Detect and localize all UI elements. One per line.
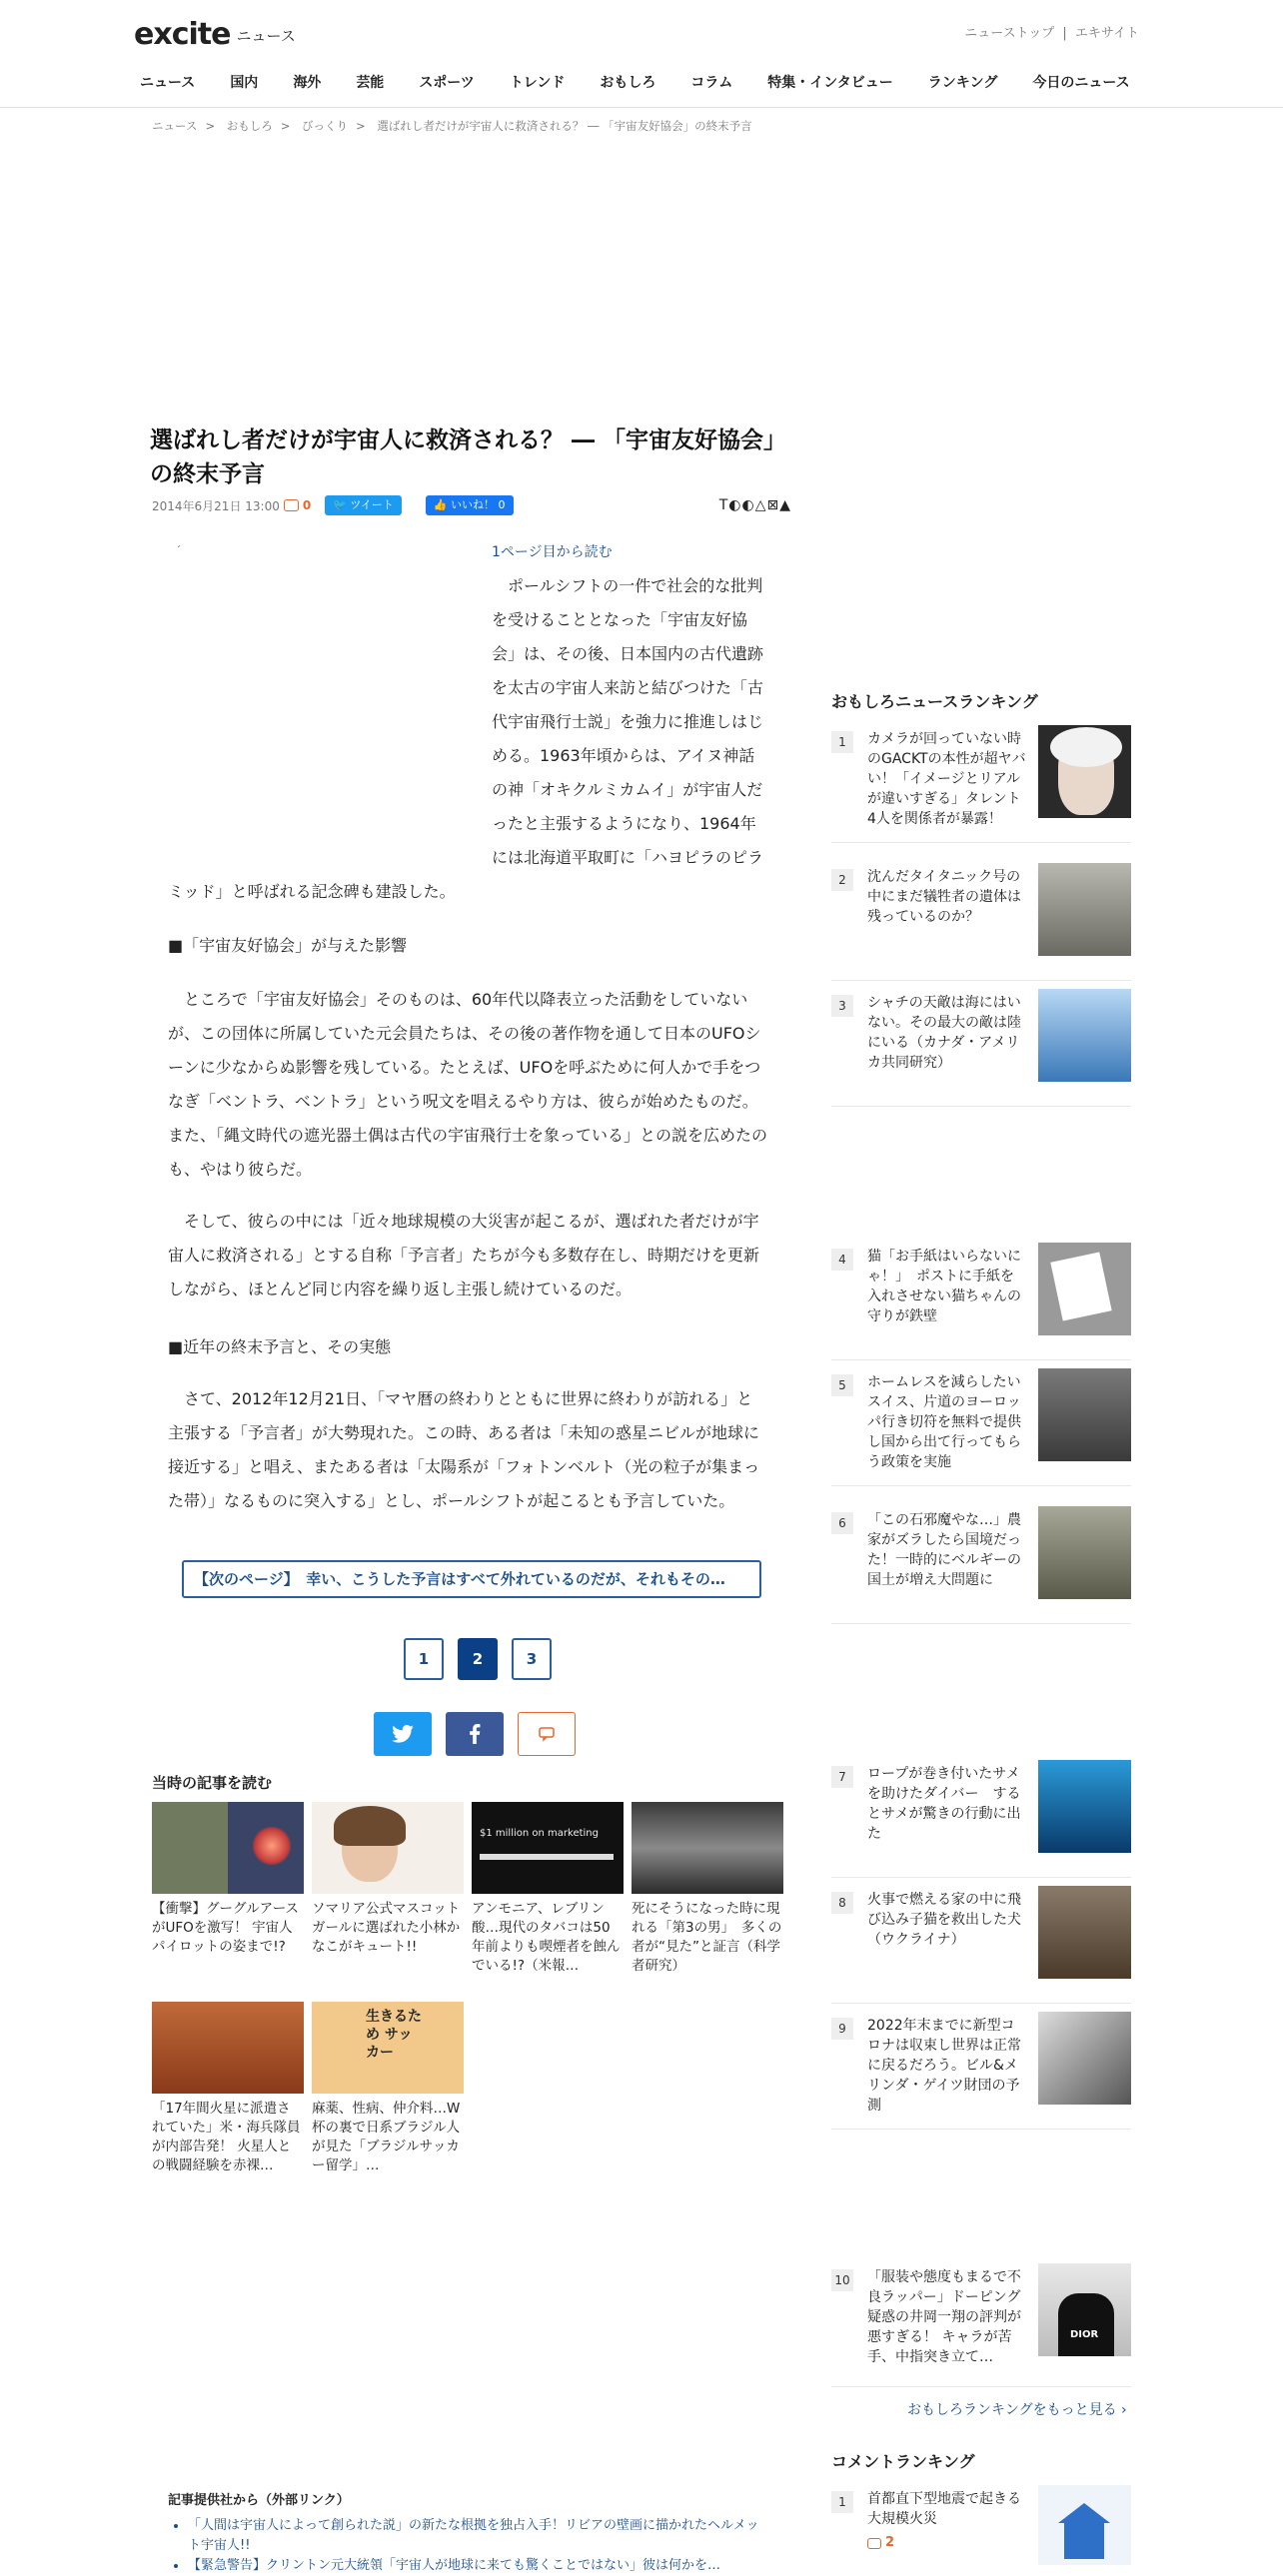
share-buttons — [374, 1712, 590, 1756]
thumb-caption: $1 million on marketing — [480, 1828, 599, 1839]
rank-text: 2022年末までに新型コロナは収束し世界は正常に戻るだろう。ビル&メリンダ・ゲイツ財団の予測 — [867, 2018, 1021, 2114]
related-text: 死にそうになった時に現れる「第3の男」 多くの者が“見た”と証言（科学者研究） — [632, 1901, 782, 1974]
rank-number: 8 — [831, 1892, 853, 1914]
rank-number: 1 — [831, 2491, 853, 2513]
ranking-item[interactable] — [831, 2012, 1131, 2130]
rank-number: 7 — [831, 1766, 853, 1788]
logo-subtitle: ニュース — [236, 27, 296, 45]
ranking-item[interactable] — [831, 863, 1131, 981]
nav-trend[interactable]: トレンド — [509, 75, 566, 91]
ranking-item[interactable] — [831, 1368, 1131, 1486]
rank-number: 2 — [831, 869, 853, 891]
nav-entertainment[interactable]: 芸能 — [356, 75, 385, 91]
rank-thumb — [1038, 2485, 1131, 2565]
breadcrumb-surprise[interactable]: びっくり — [302, 119, 349, 133]
section-heading-1: ■「宇宙友好協会」が与えた影響 — [168, 936, 408, 955]
facebook-icon — [469, 1724, 481, 1744]
related-item[interactable] — [152, 2002, 304, 2193]
breadcrumb-news[interactable]: ニュース — [152, 119, 198, 133]
rank-thumb — [1038, 1886, 1131, 1979]
rank-thumb — [1038, 2012, 1131, 2105]
paragraph-1-body: ポールシフトの一件で社会的な批判を受けることとなった「宇宙友好協会」は、その後、日本国内の古代遺跡を太古の宇宙人来訪と結びつけた「古代宇宙飛行士説」を強力に推進しはじめる。1963年頃からは、アイヌ神話の神「オキクルミカムイ」が宇宙人だったと主張するようになり、1964年には北海道平取町に「ハヨピラのピラミッド」と呼ばれる記念碑も建設した。 — [168, 576, 764, 901]
rank-number: 9 — [831, 2018, 853, 2040]
ranking-item[interactable] — [831, 1886, 1131, 2004]
like-button[interactable]: 👍 いいね！ 0 — [426, 495, 514, 515]
comment-icon — [867, 2538, 881, 2549]
thumb-caption: DIOR — [1070, 2329, 1099, 2340]
nav-sports[interactable]: スポーツ — [419, 75, 475, 91]
rank-thumb — [1038, 863, 1131, 956]
rank-text: 「この石邪魔やな…」農家がズラしたら国境だった！一時的にベルギーの国土が増え大問題に — [867, 1512, 1021, 1588]
pagination — [404, 1638, 566, 1680]
rank-text: 沈んだタイタニック号の中にまだ犠牲者の遺体は残っているのか？ — [867, 869, 1021, 925]
font-size-tools[interactable]: T◐◐△⊠▲ — [718, 497, 791, 513]
logo-mark: excite — [134, 17, 231, 52]
nav-feature[interactable]: 特集・インタビュー — [767, 75, 893, 91]
more-ranking-link[interactable] — [907, 2399, 1127, 2419]
rank-thumb — [1038, 1368, 1131, 1461]
ranking-item[interactable] — [831, 989, 1131, 1107]
nav-domestic[interactable]: 国内 — [230, 75, 259, 91]
tweet-label: ツイート — [350, 498, 394, 511]
rank-text: ロープが巻き付いたサメを助けたダイバー するとサメが驚きの行動に出た — [867, 1766, 1021, 1842]
related-thumb-mars — [152, 2002, 304, 2094]
header-links: ニューストップ | エキサイト — [964, 26, 1139, 41]
related-articles — [152, 1802, 791, 2201]
more-ranking-label: おもしろランキングをもっと見る — [907, 2402, 1117, 2418]
page-2-button[interactable]: 2 — [458, 1638, 498, 1680]
ranking-item[interactable] — [831, 1506, 1131, 1624]
nav-today[interactable]: 今日のニュース — [1032, 75, 1130, 91]
article-title: 選ばれし者だけが宇宙人に救済される？ ― 「宇宙友好協会」の終末予言 — [150, 428, 787, 487]
twitter-icon — [392, 1725, 414, 1743]
like-label: いいね！ 0 — [451, 498, 506, 511]
comment-count: 2 — [885, 2535, 895, 2550]
article-paragraph-1 — [168, 569, 767, 909]
first-page-link[interactable]: 1ページ目から読む — [492, 544, 613, 560]
related-item[interactable] — [472, 1802, 624, 1994]
nav-news[interactable]: ニュース — [140, 75, 196, 91]
article-paragraph-3: そして、彼らの中には「近々地球規模の大災害が起こるが、選ばれた者だけが宇宙人に救済される」とする自称「予言者」たちが今も多数存在し、時期だけを更新しながら、ほとんど同じ内容を繰り返し主張し続けているのだ。 — [168, 1212, 760, 1298]
rank-number: 4 — [831, 1249, 853, 1271]
rank-text: 猫「お手紙はいらないにゃ！」 ポストに手紙を入れさせない猫ちゃんの守りが鉄壁 — [867, 1249, 1021, 1324]
ranking-item[interactable] — [831, 1243, 1131, 1360]
provider-title: 記事提供社から（外部リンク） — [168, 2493, 350, 2508]
rank-number: 1 — [831, 731, 853, 753]
related-text: 麻薬、性病、仲介料…W杯の裏で日系ブラジル人が見た「ブラジルサッカー留学」… — [312, 2101, 461, 2173]
facebook-share-button[interactable] — [446, 1712, 504, 1756]
next-page-link[interactable]: 【次のページ】 幸い、こうした予言はすべて外れているのだが、それもその… — [182, 1560, 761, 1598]
provider-link[interactable]: • 「人間は宇宙人によって創られた説」の新たな根拠を独占入手！リビアの壁画に描かれたヘルメット宇宙人!! — [188, 2516, 767, 2556]
comment-meta — [867, 2533, 1027, 2553]
related-thumb-book — [312, 2002, 464, 2094]
related-thumb-tobacco — [472, 1802, 624, 1894]
rank-thumb — [1038, 725, 1131, 818]
rank-number: 10 — [831, 2269, 853, 2291]
page-3-button[interactable]: 3 — [512, 1638, 552, 1680]
tweet-button[interactable]: 🐦 ツイート — [325, 495, 402, 515]
ranking-item[interactable] — [831, 1760, 1131, 1878]
rank-number: 5 — [831, 1374, 853, 1396]
ranking-item[interactable] — [831, 725, 1131, 843]
related-item[interactable] — [312, 2002, 464, 2193]
article-meta — [152, 495, 791, 515]
breadcrumb-funny[interactable]: おもしろ — [226, 119, 273, 133]
site-header — [0, 0, 1283, 108]
rank-thumb — [1038, 1760, 1131, 1853]
nav-funny[interactable]: おもしろ — [600, 75, 656, 91]
related-text: 【衝撃】グーグルアースがUFOを激写！ 宇宙人パイロットの姿まで!? — [152, 1901, 300, 1955]
related-thumb-portrait — [312, 1802, 464, 1894]
related-thumb-ufo — [152, 1802, 304, 1894]
related-text: アンモニア、レブリン酸…現代のタバコは50年前よりも喫煙者を蝕んでいる!?（米報… — [472, 1901, 621, 1974]
ranking-item[interactable] — [831, 2263, 1131, 2387]
related-title: 当時の記事を読む — [152, 1774, 273, 1792]
rank-text: 火事で燃える家の中に飛び込み子猫を救出した犬（ウクライナ） — [867, 1892, 1021, 1948]
related-item[interactable] — [312, 1802, 464, 1994]
rank-text: ホームレスを減らしたいスイス、片道のヨーロッパ行き切符を無料で提供し国から出て行ってもらう政策を実施 — [867, 1374, 1021, 1470]
comment-share-button[interactable] — [518, 1712, 576, 1756]
article-paragraph-2: ところで「宇宙友好協会」そのものは、60年代以降表立った活動をしていないが、この団体に所属していた元会員たちは、その後の著作物を通して日本のUFOシーンに少なからぬ影響を残している。たとえば、UFOを呼ぶために何人かで手をつなぎ「ベントラ、ベントラ」という呪文を唱えるやり方は、彼らが始めたものだ。また、「縄文時代の遮光器土偶は古代の宇宙飛行士を象っている」との説を広めたのも、やはり彼らだ。 — [168, 990, 768, 1179]
comment-ranking-title: コメントランキング — [831, 2452, 975, 2471]
rank-text: 首都直下型地震で起きる大規模火災 — [867, 2491, 1021, 2527]
article-paragraph-4: さて、2012年12月21日、「マヤ暦の終わりとともに世界に終わりが訪れる」と主張する「予言者」が大勢現れた。この時、ある者は「未知の惑星ニビルが地球に接近する」と唱え、またある者は「太陽系が「フォトンベルト（光の粒子が集まった帯）」なるものに突入する」とし、ポールシフトが起こるとも予言していた。 — [168, 1389, 760, 1510]
rank-number: 3 — [831, 995, 853, 1017]
paragraph-1-text — [168, 569, 767, 909]
page-1-button[interactable]: 1 — [404, 1638, 444, 1680]
news-top-link[interactable]: ニューストップ — [964, 26, 1055, 41]
main-nav — [140, 72, 1165, 92]
section-heading-2: ■近年の終末予言と、その実態 — [168, 1337, 392, 1356]
comment-count[interactable]: 0 — [302, 498, 312, 512]
excite-link[interactable]: エキサイト — [1074, 26, 1139, 41]
rank-thumb — [1038, 989, 1131, 1082]
comment-icon[interactable] — [284, 499, 299, 511]
related-text: 「17年間火星に派遣されていた」米・海兵隊員が内部告発！ 火星人との戦闘経験を赤裸… — [152, 2101, 301, 2173]
rank-text: カメラが回っていない時のGACKTの本性が超ヤバい！「イメージとリアルが違いすぎる」タレント4人を関係者が暴露！ — [867, 731, 1026, 827]
ranking-title: おもしろニュースランキング — [831, 692, 1038, 711]
nav-column[interactable]: コラム — [690, 75, 733, 91]
article-image-placeholder: ´ — [176, 545, 181, 556]
provider-links — [168, 2489, 767, 2576]
rank-thumb — [1038, 1506, 1131, 1599]
related-text: ソマリア公式マスコットガールに選ばれた小林かなこがキュート!! — [312, 1901, 461, 1955]
related-thumb-fog — [632, 1802, 783, 1894]
related-item[interactable] — [632, 1802, 783, 1994]
site-logo[interactable] — [134, 12, 296, 52]
nav-ranking[interactable]: ランキング — [927, 75, 998, 91]
nav-overseas[interactable]: 海外 — [293, 75, 322, 91]
rank-thumb — [1038, 2263, 1131, 2356]
breadcrumb: ニュース > おもしろ > びっくり > 選ばれし者だけが宇宙人に救済される？ ― 「宇宙友好協会」の終末予言 — [152, 119, 752, 133]
provider-link[interactable]: • 【緊急警告】クリントン元大統領「宇宙人が地球に来ても驚くことではない」彼は何かを… — [188, 2556, 767, 2576]
related-item[interactable] — [152, 1802, 304, 1994]
rank-text: 「服装や態度もまるで不良ラッパー」ドーピング疑惑の井岡一翔の評判が悪すぎる！ キャラが苦手、中指突き立て… — [867, 2269, 1021, 2365]
rank-text: シャチの天敵は海にはいない。その最大の敵は陸にいる（カナダ・アメリカ共同研究） — [867, 995, 1021, 1071]
twitter-share-button[interactable] — [374, 1712, 432, 1756]
rank-number: 6 — [831, 1512, 853, 1534]
comment-bubble-icon — [539, 1727, 555, 1741]
comment-ranking-item[interactable] — [831, 2485, 1131, 2565]
comment-rank-body — [867, 2489, 1027, 2553]
article-date: 2014年6月21日 13:00 — [152, 498, 280, 513]
breadcrumb-current: 選ばれし者だけが宇宙人に救済される？ ― 「宇宙友好協会」の終末予言 — [377, 119, 752, 133]
thumb-caption: 生きるため サッカー — [366, 2009, 422, 2061]
chevron-right-icon: › — [1121, 2402, 1127, 2418]
rank-thumb — [1038, 1243, 1131, 1335]
